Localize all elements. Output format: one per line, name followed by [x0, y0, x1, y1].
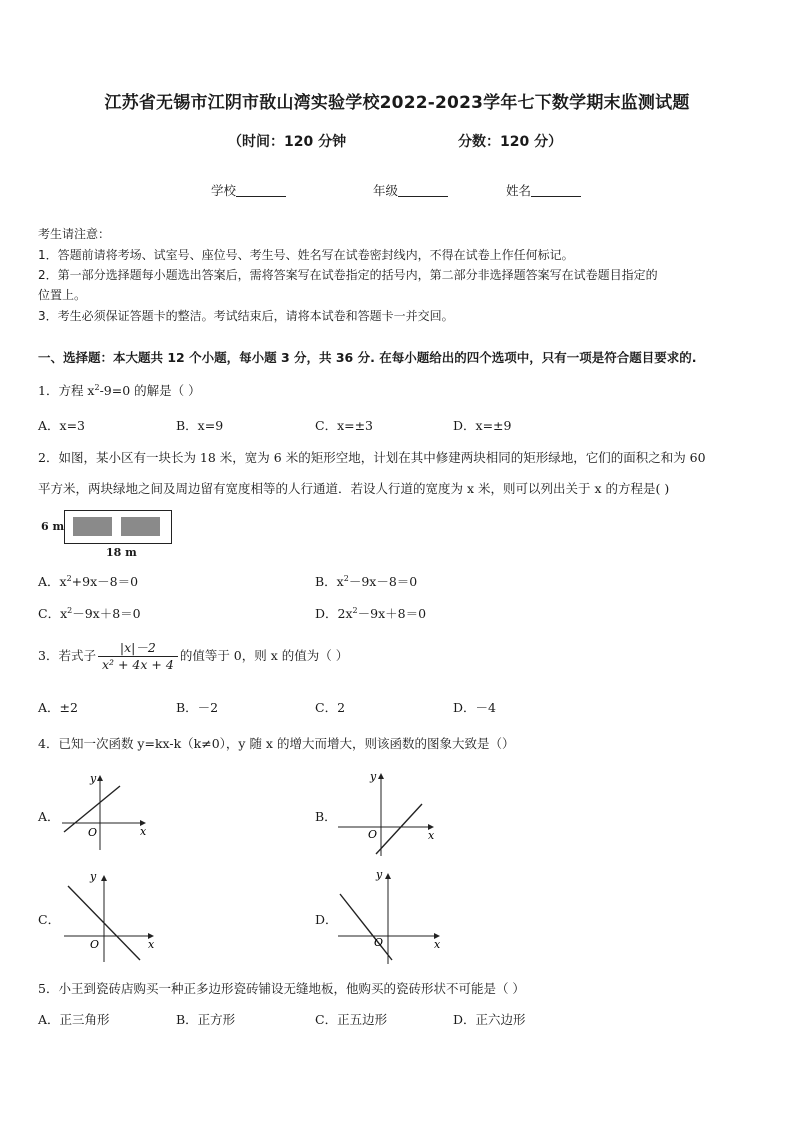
q4-graph-d[interactable] [336, 866, 448, 966]
question-4: 4．已知一次函数 y=kx-k（k≠0），y 随 x 的增大而增大，则该函数的图象大致是（） [38, 736, 515, 751]
q4-option-a-label[interactable]: A． [38, 809, 60, 824]
q3-numerator: |x|－2 [98, 638, 178, 657]
question-2-line-2: 平方米，两块绿地之间及周边留有宽度相等的人行通道．若设人行道的宽度为 x 米，则可以列出关于 x 的方程是( ) [38, 481, 670, 496]
q3-option-a[interactable]: A．±2 [38, 700, 78, 715]
q3-option-b[interactable]: B．－2 [176, 700, 219, 715]
name-label: 姓名 [506, 183, 532, 198]
notice-heading: 考生请注意： [38, 227, 111, 241]
origin-label: O [90, 938, 100, 951]
fig-length-label: 18 m [106, 546, 137, 559]
question-1 [38, 381, 201, 399]
q2-option-d[interactable] [315, 604, 426, 622]
y-arrow-icon [385, 873, 391, 879]
q2a-sup: 2 [66, 573, 72, 583]
q3-pre: 3．若式子 [38, 648, 96, 663]
q2b-pre: B．x [315, 574, 344, 589]
q3-option-c[interactable]: C．2 [315, 700, 346, 715]
q1-option-a[interactable]: A．x=3 [38, 418, 86, 433]
q2a-pre: A．x [38, 574, 67, 589]
q4-graph-c[interactable] [62, 868, 162, 964]
q4-option-b-label[interactable]: B． [315, 809, 337, 824]
question-5: 5．小王到瓷砖店购买一种正多边形瓷砖铺设无缝地板，他购买的瓷砖形状不可能是（ ） [38, 981, 525, 996]
q5-option-a[interactable]: A．正三角形 [38, 1012, 110, 1027]
exam-time: （时间：120 分钟 [228, 134, 347, 150]
fig-width-label: 6 m [41, 520, 65, 533]
q2b-sup: 2 [343, 573, 349, 583]
y-arrow-icon [101, 875, 107, 881]
q5-option-d[interactable]: D．正六边形 [453, 1012, 526, 1027]
q1-option-d[interactable]: D．x=±9 [453, 418, 512, 433]
q2d-sup: 2 [352, 605, 358, 615]
q5-option-c[interactable]: C．正五边形 [315, 1012, 388, 1027]
y-arrow-icon [97, 775, 103, 781]
q2-option-c[interactable] [38, 604, 141, 622]
fig-field-rect [64, 510, 172, 544]
x-label: x [140, 825, 147, 838]
q4-option-c-label[interactable]: C． [38, 912, 61, 927]
origin-label: O [368, 828, 378, 841]
q3-denominator: x² + 4x + 4 [101, 657, 174, 672]
name-field[interactable] [506, 181, 581, 199]
q2-figure [38, 507, 178, 563]
q1-pre: 1．方程 x [38, 383, 95, 398]
school-blank[interactable] [236, 183, 286, 197]
question-2-line-1: 2．如图，某小区有一块长为 18 米，宽为 6 米的矩形空地，计划在其中修建两块相同的矩形绿地，它们的面积之和为 60 [38, 450, 706, 465]
y-label: y [90, 772, 97, 785]
q2-option-a[interactable] [38, 572, 138, 590]
y-label: y [90, 870, 97, 883]
q3-option-d[interactable]: D．－4 [453, 700, 496, 715]
x-label: x [148, 938, 155, 951]
q2b-post: －9x－8＝0 [348, 574, 418, 589]
x-label: x [434, 938, 441, 951]
school-field[interactable] [211, 181, 286, 199]
q4-option-d-label[interactable]: D． [315, 912, 338, 927]
fig-greenbelt-1 [73, 517, 112, 536]
grade-field[interactable] [373, 181, 448, 199]
q2-option-b[interactable] [315, 572, 417, 590]
origin-label: O [374, 936, 384, 949]
q4-graph-b[interactable] [336, 768, 440, 858]
q2d-pre: D．2x [315, 606, 353, 621]
section-heading: 一、选择题：本大题共 12 个小题，每小题 3 分，共 36 分. 在每小题给出的四个选项中，只有一项是符合题目要求的. [38, 350, 697, 365]
notice-item-2: 2．第一部分选择题每小题选出答案后，需将答案写在试卷指定的括号内，第二部分非选择题答案写在试卷题目指定的 [38, 268, 658, 282]
y-label: y [376, 868, 383, 881]
q5-option-b[interactable]: B．正方形 [176, 1012, 236, 1027]
x-label: x [428, 829, 435, 842]
q2c-sup: 2 [67, 605, 73, 615]
y-arrow-icon [378, 773, 384, 779]
y-label: y [370, 770, 377, 783]
q1-sup: 2 [94, 382, 100, 392]
q2a-post: +9x－8＝0 [71, 574, 139, 589]
exam-score: 分数：120 分） [458, 134, 563, 150]
q2d-post: －9x＋8＝0 [357, 606, 427, 621]
fig-greenbelt-2 [121, 517, 160, 536]
q3-fraction [98, 638, 178, 672]
q2c-post: －9x＋8＝0 [72, 606, 141, 621]
notice-item-2-cont: 位置上。 [38, 288, 87, 302]
school-label: 学校 [211, 183, 237, 198]
grade-blank[interactable] [398, 183, 448, 197]
function-line [340, 894, 392, 960]
origin-label: O [88, 826, 98, 839]
q4-graph-a[interactable] [60, 770, 150, 852]
q1-option-b[interactable]: B．x=9 [176, 418, 224, 433]
grade-label: 年级 [373, 183, 399, 198]
page-title: 江苏省无锡市江阴市敔山湾实验学校2022-2023学年七下数学期末监测试题 [104, 93, 690, 113]
notice-item-3: 3．考生必须保证答题卡的整洁。考试结束后，请将本试卷和答题卡一并交回。 [38, 309, 454, 323]
q1-post: -9=0 的解是（ ） [99, 383, 201, 398]
q3-post: 的值等于 0，则 x 的值为（ ） [179, 648, 349, 663]
name-blank[interactable] [531, 183, 581, 197]
q2c-pre: C．x [38, 606, 68, 621]
function-line [376, 804, 422, 854]
question-3 [38, 638, 348, 672]
notice-item-1: 1．答题前请将考场、试室号、座位号、考生号、姓名写在试卷密封线内，不得在试卷上作任何标记。 [38, 248, 574, 262]
q1-option-c[interactable]: C．x=±3 [315, 418, 374, 433]
